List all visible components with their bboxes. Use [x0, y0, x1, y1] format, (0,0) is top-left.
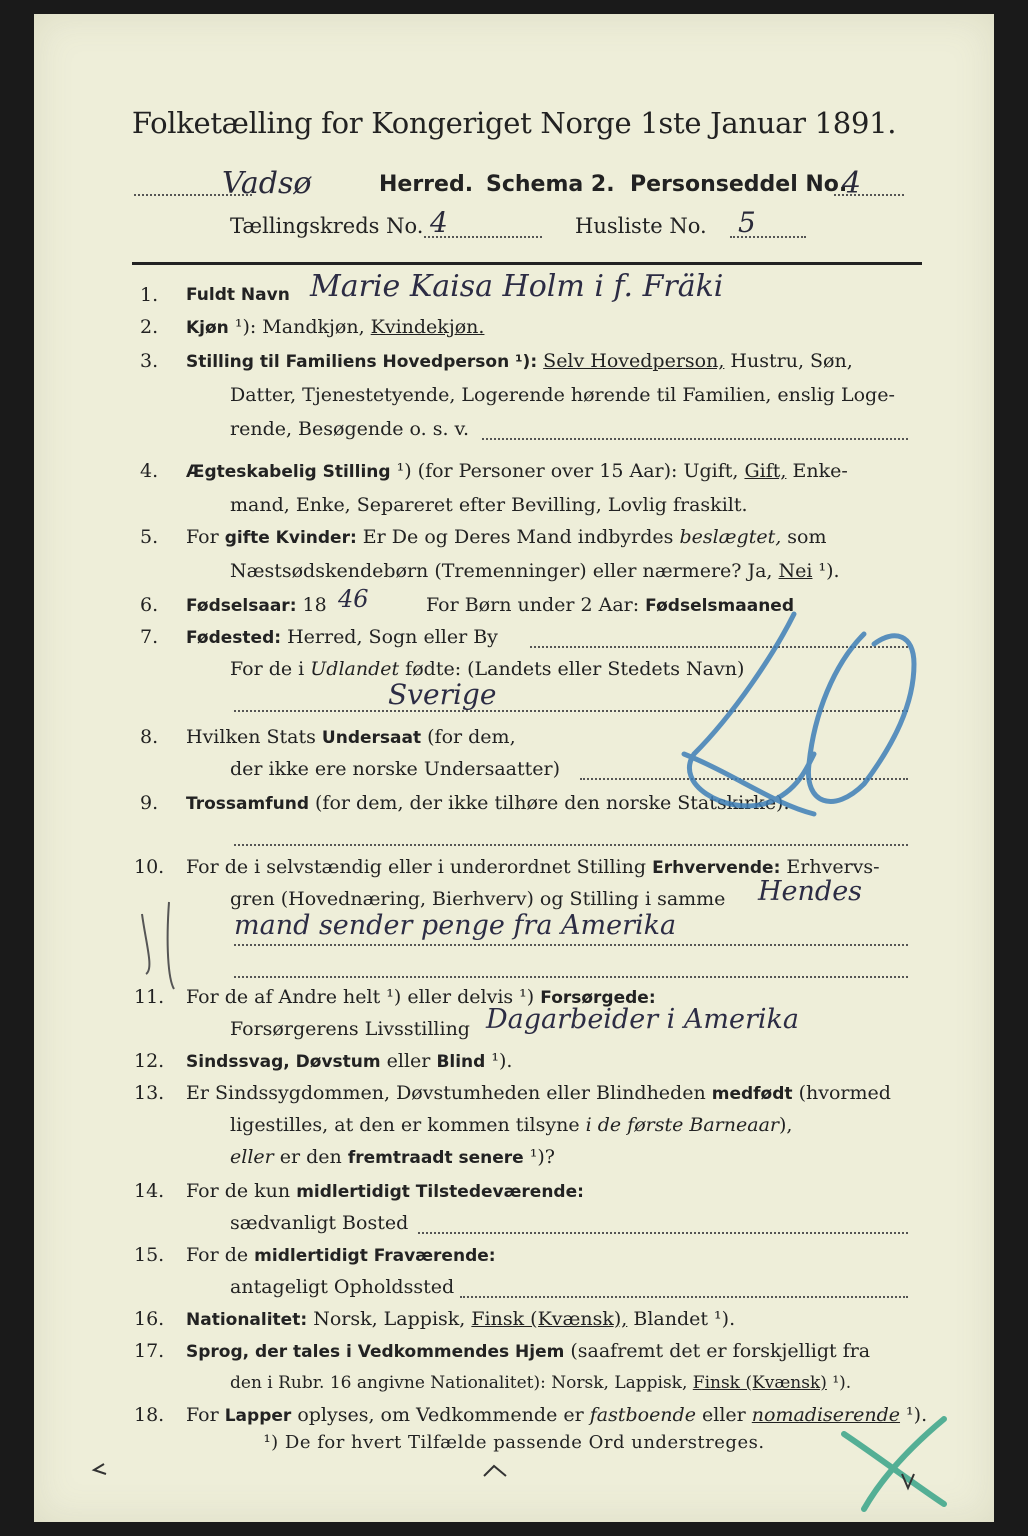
personseddel-value: 4	[842, 166, 862, 201]
herred-value: Vadsø	[222, 166, 312, 201]
occupation-value-2: mand sender penge fra Amerika	[234, 910, 677, 941]
birth-year-value: 46	[338, 585, 369, 613]
provider-value: Dagarbeider i Amerika	[486, 1004, 799, 1035]
husliste-label: Husliste No.	[575, 214, 707, 238]
form-title: Folketælling for Kongeriget Norge 1ste Januar 1891.	[131, 106, 897, 140]
green-cross-mark	[844, 1419, 944, 1509]
personseddel-label: Personseddel No.	[630, 172, 848, 197]
kreds-value: 4	[430, 206, 448, 239]
pencil-marks	[34, 14, 994, 1522]
herred-label: Herred.	[379, 172, 474, 197]
husliste-value: 5	[738, 206, 756, 239]
footnote: ¹) De for hvert Tilfælde passende Ord understreges.	[263, 1432, 765, 1453]
blue-crayon-mark	[684, 614, 914, 814]
birthplace-value: Sverige	[388, 678, 497, 711]
census-form: Folketælling for Kongeriget Norge 1ste Januar 1891. Vadsø Herred. Schema 2. Personseddel No. 4 Tællingskreds No. 4 Husliste No. 5 1. Fuldt Navn Marie Kaisa Holm i f. Fräki 2. Kjøn ¹): Mandkjøn, Kvindekjøn. 3. Stilling til Familiens Hovedperson ¹): Selv Hovedperson, Hustru, Søn, Datter, Tjenestetyende, Logerende hørende til Familien, enslig Loge- rende, Besøgende o. s. v. 4. Ægteskabelig Stilling ¹) (for Personer over 15 Aar): Ugift, Gift, Enke- mand, Enke, Separeret efter Bevilling, Lovlig fraskilt. 5. For gifte Kvinder: Er De og Deres Mand indbyrdes beslægtet, som Næstsødskendebørn (Tremenninger) eller nærmere? Ja, Nei ¹). 6. Fødselsaar: 18 46 For Børn under 2 Aar: Fødselsmaaned 7. Fødested: Herred, Sogn eller By For de i Udlandet fødte: (Landets eller Stedets Navn) Sverige 8. Hvilken Stats Undersaat (for dem, der ikke ere norske Undersaatter) 9. Trossamfund (for dem, der ikke tilhøre den norske Statskirke). 10. For de i selvstændig eller i underordnet Stilling Erhvervende: Erhvervs- gren (Hovednæring, Bierhverv) og Stilling i samme Hendes mand sender penge fra Amerika 11. For de af Andre helt ¹) eller delvis ¹) Forsørgede: Forsørgerens Livsstilling Dagarbeider i Amerika 12. Sindssvag, Døvstum eller Blind ¹). 13. Er Sindssygdommen, Døvstumheden eller Blindheden medfødt (hvormed ligestilles, at den er kommen tilsyne i de første Barneaar), eller er den fremtraadt senere ¹)? 14. For de kun midlertidigt Tilstedeværende: sædvanligt Bosted 15. For de midlertidigt Fraværende: antageligt Opholdssted 16. Nationalitet: Norsk, Lappisk, Finsk (Kvænsk), Blandet ¹). 17. Sprog, der tales i Vedkommendes Hjem (saafremt det er forskjelligt fra den i Rubr. 16 angivne Nationalitet): Norsk, Lappisk, Finsk (Kvænsk) ¹). 18. For Lapper oplyses, om Vedkommende er fastboende eller nomadiserende ¹). ¹) De for hvert Tilfælde passende Ord understreges.	[34, 14, 994, 1522]
name-value: Marie Kaisa Holm i f. Fräki	[310, 269, 724, 304]
kreds-label: Tællingskreds No.	[230, 214, 424, 238]
occupation-value-1: Hendes	[758, 876, 863, 907]
schema-label: Schema 2.	[486, 172, 615, 197]
